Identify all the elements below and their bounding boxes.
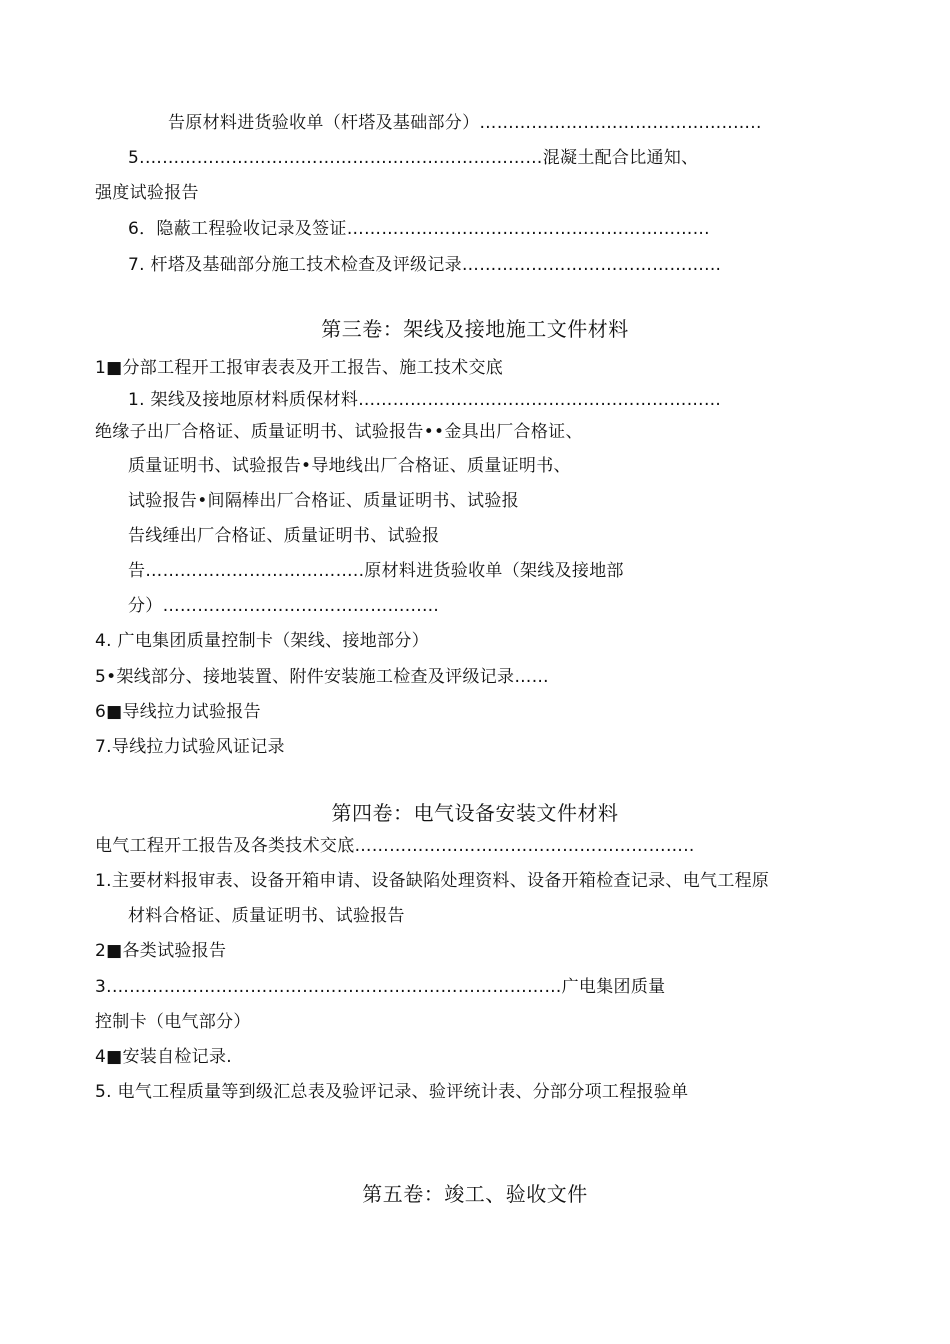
vol4-line-8: 5. 电气工程质量等到级汇总表及验评记录、验评统计表、分部分项工程报验单 bbox=[95, 1082, 689, 1102]
vol3-line-9: 4. 广电集团质量控制卡（架线、接地部分） bbox=[95, 631, 429, 651]
line-item-5-concrete: 5.……………………………………………………………混凝土配合比通知、 bbox=[128, 148, 699, 168]
line-item-6-concealed: 6．隐蔽工程验收记录及签证……………………………………………………... bbox=[128, 219, 710, 239]
vol4-line-2: 1.主要材料报审表、设备开箱申请、设备缺陷处理资料、设备开箱检查记录、电气工程原 bbox=[95, 871, 770, 891]
line-item-7-tower-inspection: 7. 杆塔及基础部分施工技术检查及评级记录……………………………………... bbox=[128, 255, 722, 275]
vol3-line-12: 7.导线拉力试验风证记录 bbox=[95, 737, 285, 757]
vol4-line-7: 4■安装自检记录. bbox=[95, 1047, 232, 1067]
volume-4-title: 第四卷：电气设备安装文件材料 bbox=[331, 801, 619, 825]
line-strength-report: 强度试验报告 bbox=[95, 183, 199, 203]
vol3-line-10: 5•架线部分、接地装置、附件安装施工检查及评级记录…… bbox=[95, 667, 549, 687]
vol4-line-5: 3.……………………………………………………………………广电集团质量 bbox=[95, 977, 666, 997]
vol3-line-1: 1■分部工程开工报审表表及开工报告、施工技术交底 bbox=[95, 358, 504, 378]
vol4-line-6: 控制卡（电气部分） bbox=[95, 1012, 251, 1032]
volume-5-title: 第五卷：竣工、验收文件 bbox=[362, 1182, 588, 1206]
vol3-line-5: 试验报告•间隔棒出厂合格证、质量证明书、试验报 bbox=[128, 491, 519, 511]
volume-3-title: 第三卷：架线及接地施工文件材料 bbox=[321, 317, 629, 341]
vol3-line-3: 绝缘子出厂合格证、质量证明书、试验报告••金具出厂合格证、 bbox=[95, 422, 583, 442]
vol4-line-3: 材料合格证、质量证明书、试验报告 bbox=[128, 906, 405, 926]
line-material-acceptance-tower: 告原材料进货验收单（杆塔及基础部分）……………………………………..….. bbox=[168, 113, 762, 133]
vol3-line-2: 1. 架线及接地原材料质保材料……………………………………...……………… bbox=[128, 390, 722, 410]
vol4-line-4: 2■各类试验报告 bbox=[95, 941, 227, 961]
vol3-line-4: 质量证明书、试验报告•导地线出厂合格证、质量证明书、 bbox=[128, 456, 571, 476]
vol4-line-1: 电气工程开工报告及各类技术交底………………………………………………….. bbox=[95, 836, 695, 856]
vol3-line-6: 告线缍出厂合格证、质量证明书、试验报 bbox=[128, 526, 440, 546]
vol3-line-7: 告………………………………..原材料进货验收单（架线及接地部 bbox=[128, 561, 624, 581]
vol3-line-11: 6■导线拉力试验报告 bbox=[95, 702, 261, 722]
vol3-line-8: 分）……………………………………...… bbox=[128, 596, 440, 616]
